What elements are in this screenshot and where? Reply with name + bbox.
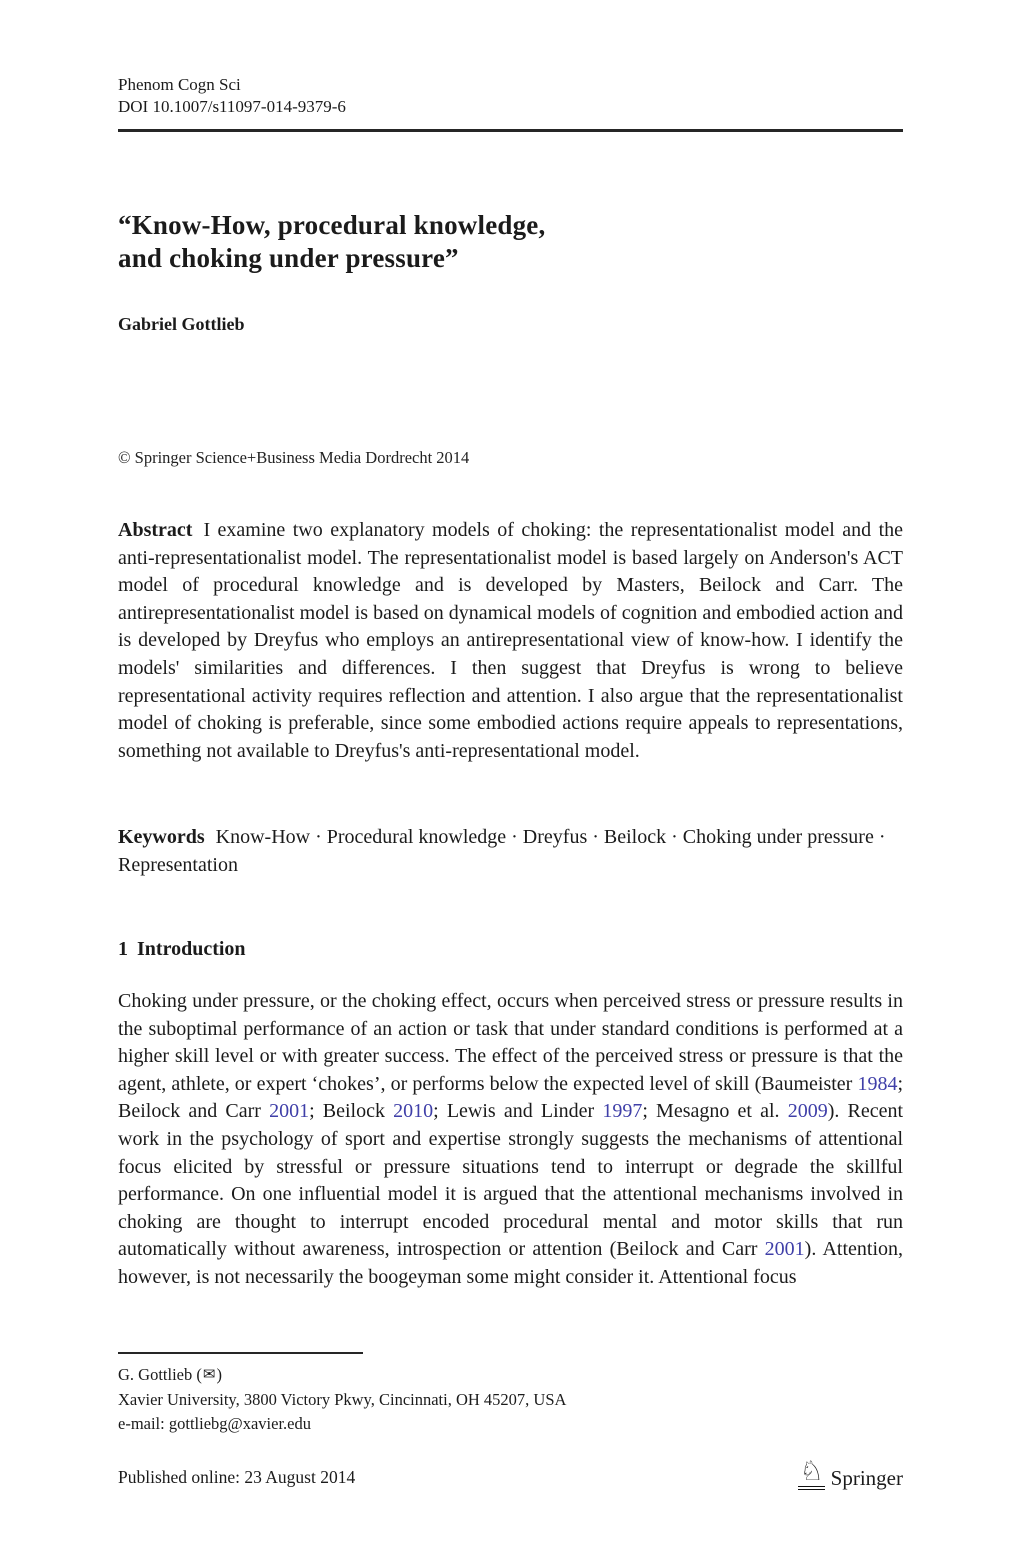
abstract-text: I examine two explanatory models of choking: the representationalist model and the anti-representationalist model. The representationalist model is based largely on Anderson's ACT model of procedural knowledge and is developed by Masters, Beilock and Carr. The antirepresentationalist model is based on dynamical models of cognition and embodied action and is developed by Dreyfus who employs an antirepresentational view of know-how. I identify the models' similarities and differences. I then suggest that Dreyfus is wrong to believe representational activity requires reflection and attention. I also argue that the representationalist model of choking is preferable, since some embodied actions require appeals to representations, something not available to Dreyfus's anti-representational model. [118, 519, 903, 762]
author-name: Gabriel Gottlieb [118, 314, 245, 334]
citation-year-link[interactable]: 2009 [787, 1100, 828, 1123]
article-title-line1: “Know-How, procedural knowledge, [118, 210, 546, 240]
intro-text: ). Recent work in the psychology of sport and expertise strongly suggests the mechanisms of attentional focus elicited by stressful or pressure situations tend to interrupt or degrade the skillful performance. On one influential model it is argued that the attentional mechanisms involved in choking are thought to interrupt encoded procedural mental and motor skills that run automatically without awareness, introspection or attention (Beilock and Carr [118, 1100, 904, 1261]
keywords-text: Know-How · Procedural knowledge · Dreyfus · Beilock · Choking under pressure · Representation [118, 826, 886, 876]
abstract-label: Abstract [118, 519, 193, 541]
intro-text: Choking under pressure, or the choking effect, occurs when perceived stress or pressure results in the suboptimal performance of an action or task that under standard conditions is performed at a higher skill level or with greater success. The effect of the perceived stress or pressure is that the agent, athlete, or expert ‘chokes’, or performs below the expected level of skill (Baumeister [118, 990, 903, 1095]
section-title: Introduction [137, 938, 246, 960]
keywords-label: Keywords [118, 826, 205, 848]
introduction-paragraph [118, 988, 903, 1292]
intro-text: ; Mesagno et al. [642, 1100, 788, 1123]
citation-year-link[interactable]: 2010 [393, 1100, 434, 1123]
footnote-divider [118, 1352, 363, 1354]
keywords-paragraph [118, 824, 903, 879]
footnote-affiliation: Xavier University, 3800 Victory Pkwy, Cincinnati, OH 45207, USA [118, 1390, 567, 1409]
citation-year-link[interactable]: 2001 [764, 1238, 805, 1261]
published-online: Published online: 23 August 2014 [118, 1467, 356, 1487]
citation-year-link[interactable]: 2001 [269, 1100, 310, 1123]
intro-text: ). Attention, however, is not necessarily the boogeyman some might consider it. Attentional focus [118, 1238, 904, 1288]
section-heading-introduction [118, 937, 903, 961]
envelope-icon: ✉ [202, 1367, 216, 1383]
springer-wordmark: Springer [830, 1465, 903, 1490]
springer-logo [798, 1458, 903, 1490]
footnote-email: e-mail: gottliebg@xavier.edu [118, 1414, 311, 1433]
citation-year-link[interactable]: 1984 [857, 1072, 898, 1095]
footnote-block [118, 1363, 903, 1436]
article-title [118, 209, 903, 275]
doi-line: DOI 10.1007/s11097-014-9379-6 [118, 97, 346, 116]
intro-text: ; Lewis and Linder [433, 1100, 603, 1123]
footnote-author-close: ) [216, 1365, 222, 1384]
section-number: 1 [118, 938, 128, 960]
copyright-notice: © Springer Science+Business Media Dordrecht 2014 [118, 448, 470, 467]
footnote-author-line [118, 1363, 903, 1388]
journal-name: Phenom Cogn Sci [118, 75, 241, 94]
springer-knight-icon: ♘ [798, 1458, 824, 1490]
citation-year-link[interactable]: 1997 [602, 1100, 643, 1123]
journal-header [118, 74, 903, 118]
abstract-paragraph [118, 517, 903, 765]
footnote-author: G. Gottlieb ( [118, 1365, 202, 1384]
intro-text: ; Beilock [309, 1100, 394, 1123]
page-footer [118, 1458, 903, 1490]
article-title-line2: and choking under pressure” [118, 243, 459, 273]
header-divider [118, 129, 903, 132]
intro-text: ; Beilock and Carr [118, 1072, 903, 1123]
